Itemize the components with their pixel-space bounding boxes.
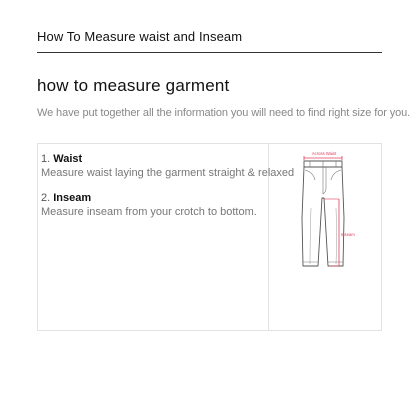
step-description: Measure inseam from your crotch to bottom. xyxy=(41,206,257,218)
step-name: Waist xyxy=(53,153,83,165)
diagram-panel xyxy=(269,144,381,330)
step-heading xyxy=(41,191,257,205)
step-heading xyxy=(41,152,294,166)
header-divider xyxy=(37,52,382,53)
measurement-guide xyxy=(37,143,382,331)
page-title: How To Measure waist and Inseam xyxy=(37,29,243,44)
step-name: Inseam xyxy=(53,192,92,204)
waist-measure-label: Across Waist xyxy=(311,151,337,156)
section-title: how to measure garment xyxy=(37,76,230,95)
intro-text: We have put together all the information you will need to find right size for you. xyxy=(37,107,411,119)
step-number: 2. xyxy=(41,192,51,204)
trousers-measurement-diagram-icon xyxy=(291,148,357,274)
inseam-measure-label: Inseam xyxy=(341,232,355,237)
step-inseam xyxy=(41,191,257,219)
instructions-panel xyxy=(38,144,295,330)
step-description: Measure waist laying the garment straight & relaxed xyxy=(41,167,295,179)
step-waist xyxy=(41,152,294,180)
step-number: 1. xyxy=(41,153,51,165)
